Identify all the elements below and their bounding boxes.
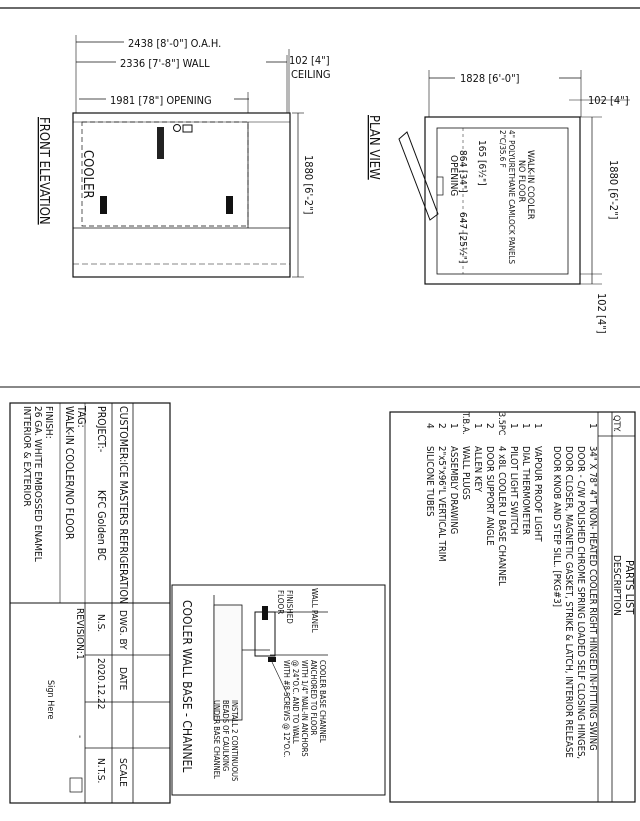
dim-864: 864 [34"] [457, 150, 468, 193]
dim-right-side: 1880 [6'-2"] [607, 160, 620, 220]
part-desc: 34" X 78" 4"T NON- HEATED COOLER RIGHT HINGED IN-FITTING SWING [587, 446, 598, 751]
part-desc: 2"x5"x96"L VERTICAL TRIM [436, 446, 447, 562]
dwg-by-value: N.S. [95, 614, 106, 633]
part-qty: 1 [532, 423, 543, 429]
detail-wall-panel: WALL PANEL [310, 588, 319, 633]
part-row [520, 423, 531, 535]
part-desc: ASSEMBLY DRAWING [448, 446, 459, 535]
parts-list-title: PARTS LIST [623, 560, 636, 615]
front-elevation-title: FRONT ELEVATION [36, 117, 51, 225]
dim-height: 1880 [6'-2"] [302, 155, 315, 215]
part-qty: 2 [484, 423, 495, 429]
tag-label: TAG: [75, 406, 87, 428]
parts-col-desc: DESCRIPTION [611, 555, 622, 616]
part-desc: VAPOUR PROOF LIGHT [532, 446, 543, 542]
part-qty: 1 [472, 423, 483, 429]
dim-165: 165 [6½"] [476, 140, 487, 186]
project-label: PROJECT:- [95, 406, 107, 453]
dim-wall: 2336 [7'-8"] WALL [120, 57, 210, 70]
dim-top-right: 102 [4"] [588, 94, 629, 107]
finish-label: FINISH: [43, 406, 54, 439]
project-name: KFC Golden BC [95, 490, 107, 561]
part-row [448, 423, 459, 534]
dim-depth: 1828 [6'-0"] [460, 72, 520, 85]
revision-mark: - [74, 735, 85, 739]
sign-here: Sign Here [45, 680, 55, 720]
part-desc: WALL PLUGS [460, 446, 471, 500]
dim-ceiling-label: CEILING [291, 68, 331, 81]
part-qty: 1 [448, 423, 459, 429]
part-row [532, 423, 543, 542]
tag-value: WALK-IN COOLER/NO FLOOR [63, 406, 75, 540]
dim-ceiling: 102 [4"] [289, 54, 330, 67]
part-row [551, 423, 598, 759]
part-desc: PILOT LIGHT SWITCH [508, 446, 519, 535]
part-desc: DOOR - C/W POLISHED CHROME SPRING LOADED SELF CLOSING HINGES, [575, 446, 586, 760]
part-qty: 1 [508, 423, 519, 429]
parts-col-qty: QTY. [611, 415, 621, 433]
scale-label: SCALE [117, 758, 128, 787]
detail-caulk-note: INSTALL 2 CONTINUOUS [230, 700, 239, 782]
part-row [472, 423, 483, 493]
date-label: DATE [117, 667, 128, 691]
dwg-by-label: DWG. BY [117, 610, 128, 650]
dim-opening: 1981 [78"] OPENING [110, 94, 212, 107]
revision: REVISION:1 [74, 608, 85, 660]
part-qty: 1 [520, 423, 531, 429]
finish-value: 26 GA. WHITE EMBOSSED ENAMEL [32, 406, 43, 562]
part-row [508, 423, 519, 534]
part-qty: 4 [424, 423, 435, 429]
part-row [424, 423, 435, 517]
part-row [496, 412, 507, 586]
plan-note: 4" POLYURETHANE CAMLOCK PANELS [507, 130, 516, 265]
part-desc: DOOR SUPPORT ANGLE [484, 446, 495, 546]
plan-note: 2"C/35.6 F [498, 130, 507, 168]
detail-channel-note: @ 24"O.C. AND TO WALL [291, 660, 300, 744]
part-row [460, 411, 471, 500]
part-row [436, 423, 447, 562]
detail-caulk-note: UNDER BASE CHANNEL [212, 700, 221, 779]
part-desc: SILICONE TUBES [424, 446, 435, 517]
detail-channel-note: WITH 1/4" NAIL-IN ANCHORS [300, 660, 309, 757]
detail-caulk-note: BEADS OF CAULKING [221, 700, 230, 772]
date-value: 2020.12.22 [95, 658, 106, 710]
dim-opening-label: OPENING [448, 155, 459, 197]
detail-title: COOLER WALL BASE - CHANNEL [180, 600, 194, 773]
detail-floor: FLOOR [276, 590, 285, 615]
part-qty: 3.5PC [496, 412, 506, 436]
part-qty: T.B.A. [460, 412, 470, 435]
dim-647: 647 [25½"] [457, 212, 468, 264]
part-row [484, 423, 495, 546]
plan-view-title: PLAN VIEW [366, 115, 381, 180]
detail-finished: FINISHED [285, 590, 294, 624]
finish-value: INTERIOR & EXTERIOR [21, 406, 32, 507]
cooler-label: COOLER [80, 150, 95, 199]
part-desc: ALLEN KEY [472, 446, 483, 493]
part-desc: DOOR KNOB AND STEP SILL. [PKG#3] [551, 446, 562, 607]
detail-channel-note: COOLER BASE CHANNEL [318, 660, 327, 743]
detail-channel-note: WITH #8 SCREWS @ 12"O.C. [282, 660, 291, 758]
plan-note: WALK-IN COOLER [525, 150, 535, 220]
part-desc: 4 x8L COOLER U BASE CHANNEL [496, 446, 507, 586]
dim-right-bottom: 102 [4"] [595, 293, 608, 334]
plan-note: NO FLOOR [516, 160, 526, 203]
scale-value: N.T.S. [95, 758, 106, 784]
part-qty: 2 [436, 423, 447, 429]
dim-oah: 2438 [8'-0"] O.A.H. [128, 37, 222, 50]
part-qty: 1 [587, 423, 598, 429]
part-desc: DIAL THERMOMETER [520, 446, 531, 535]
customer: CUSTOMER:ICE MASTERS REFRIGERATION [117, 406, 129, 604]
part-desc: DOOR CLOSER, MAGNETIC GASKET, STRIKE & LATCH, INTERIOR RELEASE [563, 446, 574, 758]
detail-channel-note: ANCHORED TO FLOOR [309, 660, 318, 736]
